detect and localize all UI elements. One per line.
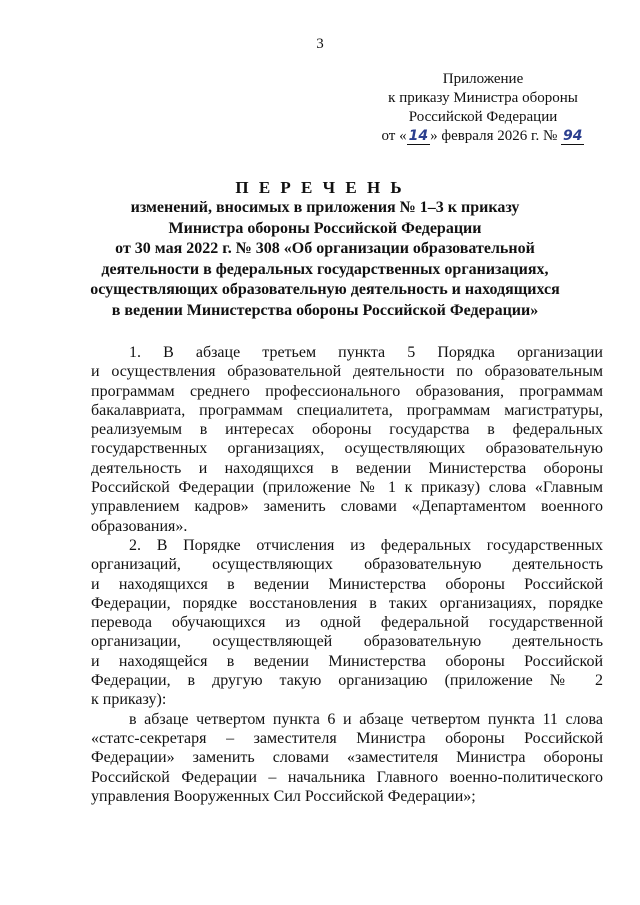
subtitle-line: осуществляющих образовательную деятельность и находящихся [90, 281, 560, 298]
paragraph-2 [91, 536, 603, 710]
text-line: и находящихся в ведении Министерства обороны Российской [91, 575, 603, 593]
paragraph-3 [91, 710, 603, 806]
subtitle-line: деятельности в федеральных государственных организациях, [101, 260, 549, 278]
subtitle-line: изменений, вносимых в приложения № 1–3 к приказу [130, 199, 520, 216]
appendix-order-ref: к приказу Министра обороны [388, 90, 578, 106]
text-line: управления Вооруженных Сил Российской Федерации»; [91, 787, 476, 805]
document-title: П Е Р Е Ч Е Н Ь [235, 178, 405, 197]
text-line: 2. В Порядке отчисления из федеральных государственных [129, 536, 603, 554]
document-subtitle [60, 198, 590, 321]
text-line: Российской Федерации – начальника Главного военно-политического [91, 768, 603, 786]
paragraph-1 [91, 343, 603, 536]
text-line: в абзаце четвертом пункта 6 и абзаце четвертом пункта 11 слова [129, 710, 603, 728]
text-line: организации, осуществляющей образовательную деятельность [91, 633, 603, 651]
page-number: 3 [316, 36, 324, 52]
document-body [91, 343, 603, 806]
text-line: Российской Федерации (приложение № 1 к приказу) слова «Главным [91, 479, 603, 497]
date-middle: » февраля 2026 г. № [430, 128, 561, 144]
text-line: бакалавриата, программам специалитета, программам магистратуры, [91, 401, 603, 419]
subtitle-line: в ведении Министерства обороны Российской Федерации» [111, 301, 539, 319]
text-line: Федерации, в другую такую организацию (приложение № 2 [91, 672, 603, 690]
text-line: программам среднего профессионального образования, программам [91, 382, 603, 400]
text-line: перевода обучающихся из одной федеральной государственной [91, 614, 603, 632]
text-line: деятельность и находящихся в ведении Министерства обороны [91, 459, 603, 477]
handwritten-order-number: 94 [563, 128, 583, 144]
text-line: управлением кадров» заменить словами «Департаментом военного [91, 498, 603, 516]
text-line: и находящейся в ведении Министерства обороны Российской [91, 652, 603, 670]
handwritten-day: 14 [408, 128, 429, 144]
text-line: «статс-секретаря – заместителя Министра обороны Российской [91, 729, 603, 747]
text-line: реализуемым в интересах обороны государства в федеральных [91, 421, 603, 439]
text-line: Федерации» заменить словами «заместителя Министра обороны [91, 749, 603, 767]
text-line: к приказу): [91, 691, 167, 709]
text-line: и осуществления образовательной деятельности по образовательным [91, 363, 603, 381]
text-line: организаций, осуществляющих образовательную деятельность [91, 556, 603, 574]
date-prefix: от « [381, 128, 407, 144]
appendix-header [370, 70, 596, 146]
text-line: 1. В абзаце третьем пункта 5 Порядка организации [129, 344, 603, 361]
appendix-federation: Российской Федерации [408, 109, 558, 125]
text-line: Федерации, порядке восстановления в таких организациях, порядке [91, 594, 603, 612]
appendix-label: Приложение [442, 71, 524, 87]
text-line: государственных организациях, осуществляющих образовательную [91, 440, 603, 458]
subtitle-line: Министра обороны Российской Федерации [168, 219, 482, 237]
appendix-date-line [370, 127, 596, 146]
subtitle-line: от 30 мая 2022 г. № 308 «Об организации образовательной [115, 240, 535, 257]
text-line: образования». [91, 517, 188, 535]
